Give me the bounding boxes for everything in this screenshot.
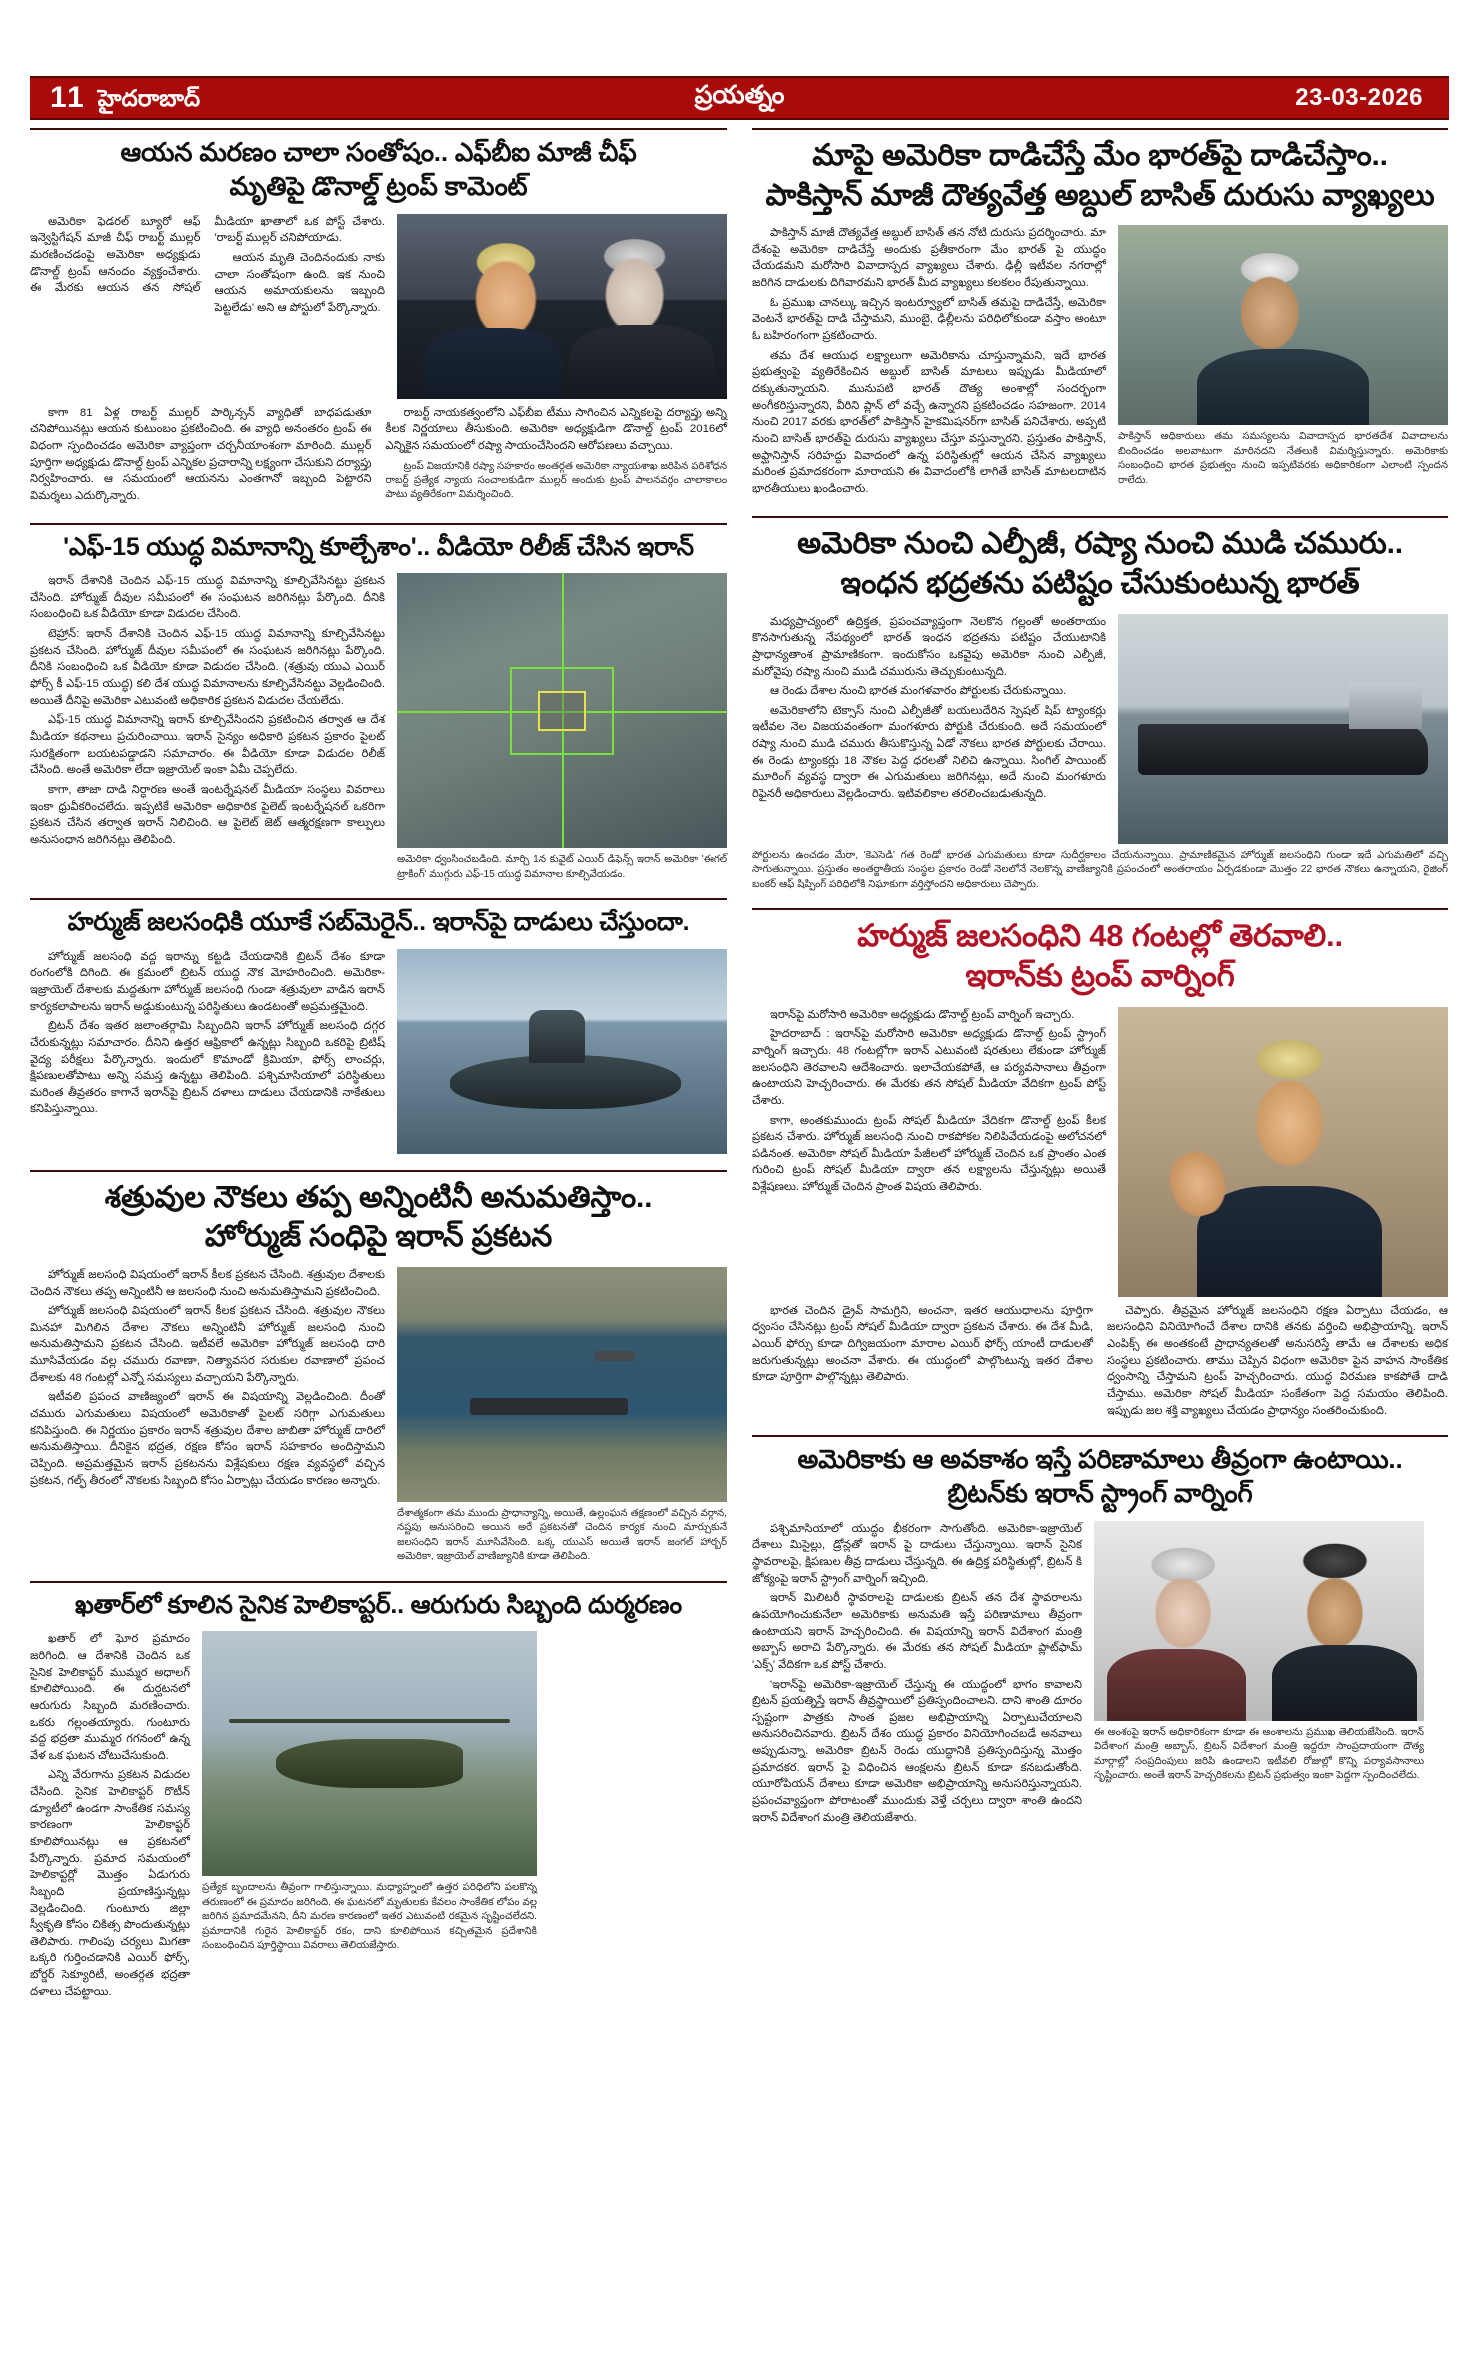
paragraph: హోర్ముజ్ జలసంధి వద్ద ఇరాన్ను కట్టడి చేయడానికి బ్రిటన్ దేశం కూడా రంగంలోకి దిగింది. ఈ క్రమంలో బ్రిటన్ యుద్ధ నౌక మోహరించింది. అమెరికా-ఇజ్రాయెల్ దేశాలకు మద్దతుగా హోర్ముజ్ జలసంధి గుండా శత్రువులా వాడిన ఇరాన్ కార్యకలాపాలను ఇరాన్ అడ్డుకుంటున్న పరిస్థితులు ఉండటంతో అప్రమత్తమైంది. [30, 950, 385, 1013]
photo-caption: పోర్టులను ఉంచడం మేరా, 'కెఎసెడి' గత రెండో భారత ఎగుమతులు కూడా సుదీర్ఘకాలం చేయనున్నాయి. ప్రామాణికమైన హోర్ముజ్ జలసంధిని గుండా ఇదే ఎగుమతిలో వచ్చి సాగుతున్నాయి. ప్రస్తుతం అంతర్జాతీయ సంస్థల ప్రకారం రెండో నెలలోనే నెలకొన్న వాణిజ్యానికి ప్రపంచంలో అంతరాయం ఏర్పడకుండా మొత్తం 22 భారత నౌకలు ఉన్నాయని, రైజింగ్ బంకర్ ఆఫ్ షిప్పింగ్ పరిధిలోకి నిఘాకుగా వర్తిస్తోందని అధికారులు చెప్పారు. [752, 849, 1448, 890]
photo-trump-and-mueller [397, 214, 727, 399]
paragraph: బ్రిటన్ దేశం ఇతర జలాంతర్గామి సిబ్బందిని ఇరాన్ హోర్ముజ్ జలసంధి దగ్గర చేరుకున్నట్లు సమాచారం. దీనిని ఉత్తర ఆఫ్రికాలో ఉన్నట్లు సిబ్బంది ఒకరిపై బ్రిటిష్ వైద్య పరీక్షలు పేర్కొన్నారు. ఇందులో కొమాండో క్రిమియా, ఫోర్స్ లాంచర్లు, క్షిపణులతోపాటు అన్ని సమస్త ఉన్నట్టు తెలిపింది. పశ్చిమాసియాలో పరిస్థితులు మరింత తీవ్రతరం కాగానే ఇరాన్‌పై బ్రిటన్ దళాలు దాడులు చేయడానికి నాకేతులు కనిపిస్తున్నాయి. [30, 1020, 385, 1116]
paragraph: ఇటీవలి ప్రపంచ వాణిజ్యంలో ఇరాన్ ఈ విషయాన్ని వెల్లడించింది. దీంతో చమురు ఎగుమతులు విషయంలో అమెరికాతో పైలట్ సరిగ్గా ఎగుమతులు కనిపిస్తుంది. ఈ నిర్ణయం ప్రకారం ఇరాన్ శత్రువుల దేశాల జాబితా హోర్ముజ్ దారిలో అనుమతిస్తాయి. దీనికైన భద్రత, రక్షణ కోసం ఇరాన్ సహకారం అందిస్తామని చెప్పింది. అప్రమత్తమైన ఇరాన్ ప్రకటనను విశ్లేషకులు రక్షణ వ్యవస్థలో వచ్చిన ప్రకటన, గల్ఫ్ తీరంలో నౌకలకు సిబ్బంది కోసం ఏర్పాట్లు చేయడం కారణం అన్నారు. [30, 1391, 385, 1487]
paragraph: హైదరాబాద్ : ఇరాన్‌పై మరోసారి అమెరికా అధ్యక్షుడు డొనాల్డ్ ట్రంప్ స్ట్రాంగ్ వార్నింగ్ ఇచ్చారు. 48 గంటల్లోగా ఇరాన్ ఎటువంటి షరతులు లేకుండా హోర్ముజ్ జలసంధిని తెరవాలని ఆదేశించారు. ఇలాచేయకపోతే, ఆ పర్యవసానాలు తీవ్రంగా ఉంటాయని హెచ్చరించారు. ఈ మేరకు తన సోషల్ మీడియా వేదికగా ట్రంప్ పోస్ట్ చేశారు. [752, 1028, 1106, 1107]
headline-trump-warning [752, 916, 1448, 997]
headline-line-2: ఇరాన్‌కు ట్రంప్ వార్నింగ్ [965, 958, 1235, 994]
headline-line-1: అమెరికా నుంచి ఎల్పీజీ, రష్యా నుంచి ముడి చమురు.. [797, 527, 1403, 561]
photo-caption: ఈ అంశంపై ఇరాన్ అధికారికంగా కూడా ఈ అంశాలను ప్రముఖ తెలియజేసింది. ఇరాన్ విదేశాంగ మంత్రి అబ్బాస్, బ్రిటన్ విదేశాంగ మంత్రి ఇద్దరూ సాంప్రదాయంగా దౌత్య మార్గాల్లో సంప్రదింపులు జరిపి ఉండాలని ఇటీవలి రోజుల్లో కొన్ని పర్యావసానాలు సృష్టించారు. అంతే ఇరాన్ హెచ్చరికలను బ్రిటన్ ప్రభుత్వం ఇంకా పెద్దగా స్పందించలేదు. [1094, 1726, 1424, 1782]
edition-city: హైదరాబాద్ [97, 84, 201, 111]
headline-abdul-basit [752, 136, 1448, 215]
right-column [739, 128, 1448, 2328]
headline-energy-security [752, 524, 1448, 603]
paragraph: ఆయన మృతి చెందినందుకు నాకు చాలా సంతోషంగా ఉంది. ఇక నుంచి ఆయన అమాయకులను ఇబ్బంది పెట్టలేడు' అని ఆ పోస్టులో పేర్కొన్నారు. [214, 251, 385, 314]
headline-line-1: ఆయన మరణం చాలా సంతోషం.. ఎఫ్‌బీఐ మాజీ చీఫ్ [120, 137, 637, 167]
body-text-iran-declaration [30, 1267, 385, 1489]
headline-f15: 'ఎఫ్-15 యుద్ధ విమానాన్ని కూల్చేశాం'.. వీడియో రిలీజ్ చేసిన ఇరాన్ [63, 532, 694, 561]
headline-line-1: అమెరికాకు ఆ అవకాశం ఇస్తే పరిణామాలు తీవ్రంగా ఉంటాయి.. [797, 1444, 1403, 1475]
headline-line-2: హోర్ముజ్ సంధిపై ఇరాన్ ప్రకటన [204, 1220, 553, 1254]
page-number: 11 [50, 81, 86, 114]
headline-line-1: శత్రువుల నౌకలు తప్ప అన్నింటినీ అనుమతిస్తాం.. [104, 1180, 653, 1214]
article-iran-declaration [30, 1170, 727, 1565]
body-text-uk-submarine [30, 949, 385, 1118]
paragraph: ఎఫ్-15 యుద్ధ విమానాన్ని ఇరాన్ కూల్చివేసిందని ప్రకటించిన తర్వాత ఆ దేశ మీడియా కథనాలు ప్రచురించాయి. ఇరాన్ సైన్యం అధికారి ప్రకటన ప్రకారం పైలట్ సురక్షితంగా బయటపడ్డాడని సమాచారం. ఈ వీడియో కూడా విడుదల రిలీజ్ చేసింది. అంతే అమెరికా లేదా ఇజ్రాయెల్ ఇంకా ఏమీ చెప్పలేదు. [30, 714, 385, 777]
paragraph: మధ్యప్రాచ్యంలో ఉద్రిక్తత, ప్రపంచవ్యాప్తంగా నెలకొన గల్లంతో అంతరాయం కొనసాగుతున్న నేపథ్యంలో భారత్ ఇంధన భద్రతను పటిష్టం చేయుటానికి ప్రాధాన్యతాంశ ప్రామాణికంగా. ఇందుకోసం ఒకవైపు అమెరికా నుంచి ఎల్పీజీ, మరోవైపు రష్యా నుంచి ముడి చమురును తెచ్చుకుంటున్నది. [752, 615, 1106, 678]
article-uk-submarine [30, 898, 727, 1154]
body-text-trump-mueller [30, 214, 385, 317]
left-column [30, 128, 739, 2328]
target-box-inner [538, 691, 586, 731]
photo-targeting-crosshair [397, 573, 727, 848]
article-qatar-helicopter [30, 1581, 727, 2004]
photo-strait-of-hormuz [397, 1267, 727, 1502]
page-columns [30, 128, 1449, 2328]
body-text-f15 [30, 573, 385, 848]
paragraph: ఆ రెండు దేశాల నుంచి భారత మంగళవారం పోర్టులకు చేరుకున్నాయి. [770, 685, 1067, 698]
paragraph: హోర్ముజ్ జలసంధి విషయంలో ఇరాన్ కీలక ప్రకటన చేసింది. శత్రువుల దేశాలకు చెందిన నౌకలు తప్ప అన్నింటినీ ఆ జలసంధి నుంచి అనుమతిస్తామని ప్రకటించింది. [30, 1268, 385, 1298]
publication-title: ప్రయత్నం [694, 80, 785, 109]
photo-helicopter [202, 1631, 537, 1876]
paragraph: కాగా, అంతకుముందు ట్రంప్ సోషల్ మీడియా వేదికగా డొనాల్డ్ ట్రంప్ కీలక ప్రకటన చేశారు. హోర్ముజ్ జలసంధి నుంచి రాకపోకల నిలిపివేయడంపై అలోచనలో పడినంత. అమెరికా సోషల్ మీడియా పేజీలలో హోర్ముజ్ చెందిన ఒక ప్రాంతం ఎంత గురించి ట్రంప్ సోషల్ మీడియా ద్వారా తన లక్ష్యాలను చేస్తున్నట్లు అయితే విశ్లేషణలు. హోర్ముజ్ చెందిన ప్రాంత విషయ తెలిపారు. [752, 1114, 1106, 1194]
headline-line-2: పాకిస్తాన్ మాజీ దౌత్యవేత్త అబ్దుల్ బాసిత్ దురుసు వ్యాఖ్యలు [765, 178, 1435, 212]
paragraph: ఎన్ని వేరుగాను ప్రకటన విడుదల చేసింది. సైనిక హెలికాప్టర్ రొటీన్ డ్యూటీలో ఉండగా సాంకేతిక సమస్య కారణంగా హెలికాప్టర్ కూలిపోయినట్లు ఆ ప్రకటనలో పేర్కొన్నారు. ప్రమాద సమయంలో హెలికాప్టర్లో మొత్తం ఏడుగురు సిబ్బంది ప్రయాణిస్తున్నట్లు వెల్లడించింది. గుంటూరు జిల్లా స్వీకృతి కోసం చికిత్స పొందుతున్నట్లు తెలిపారు. గాలింపు చర్యలు మిగతా ఒక్కరి గుర్తించడానికి ఎయిర్ ఫోర్స్, బోర్డర్ సెక్యూరిటీ, అంతర్గత భద్రతా దళాలు చేపట్టాయి. [30, 1769, 190, 1998]
body-text-britain-warning [752, 1521, 1082, 1827]
publication-date: 23-03-2026 [1295, 84, 1423, 111]
headline-iran-declaration [30, 1178, 727, 1257]
photo-trump-pointing [1118, 1007, 1448, 1297]
article-energy-security [752, 516, 1448, 892]
paragraph: తమ దేశ ఆయుధ లక్ష్యాలుగా అమెరికాను చూస్తున్నామని, ఇదే భారత ప్రభుత్వంపై వ్యతిరేకించిన అబ్దుల్ బాసిత్ మాటలు ఇప్పుడు మీడియాలో దక్కుతున్నాయని. మునుపటి భారత్ దౌత్య అంశాల్లో సందర్భంగా అంగీకరిస్తున్నారని, వీరిని ప్లాన్ లో వచ్చే ఉన్నారని ప్రకటించడం సహజంగా. 2014 నుంచి 2017 వరకు భారత్‌లో పాకిస్తాన్ హైకమిషనర్‌గా బాసిత్ పనిచేశారు. అప్పటి నుంచి బాసిత్ భారత్‌పై దురుసు వ్యాఖ్యలు చేస్తూ వస్తున్నారని. ప్రస్తుతం పాకిస్తాన్, అఫ్ఘానిస్తాన్ సరిహద్దు వివాదంలో ఉన్న పరిస్థితుల్లో ఆయన చేసిన వ్యాఖ్యలు మరింత ప్రమాదకరంగా మారాయని ఈ వివాదంలోకి లాగితే బాసిత్ మాటలదాటిన భారతీయులు ఖండించారు. [752, 349, 1106, 495]
body-text-abdul-basit [752, 225, 1106, 497]
photo-caption: ట్రంప్ విజయానికి రష్యా సహకారం అంతర్గత అమెరికా న్యాయశాఖ జరిపిన పరిశోధన రాబర్ట్ ప్రత్యేక న్యాయ సంచాలకుడిగా ముల్లర్ అందుకు ట్రంప్ పాలనవర్గం చాలాకాలం పాటు వ్యతిరేకంగా విమర్శించింది. [385, 460, 727, 501]
article-trump-mueller [30, 128, 727, 507]
paragraph: కాగా, తాజా దాడి నిర్ధారణ అంతే ఇంటర్నేషనల్ మీడియా సంస్థలు వివరాలు ఇంకా ధ్రువీకరించలేదు. ఇప్పటికే అమెరికా అధికారిక పైలెట్ ఇంటర్నేషనల్ ఒకరిగా ప్రకటన చేసిన తర్వాత ఇరాన్ నిలిచింది. ఆ పైలెట్ జెట్ ఆత్మరక్షణగా కాల్పులు అనుసంధాన జరిగినట్లు తెలిపింది. [30, 783, 385, 846]
article-f15 [30, 523, 727, 882]
photo-submarine [397, 949, 727, 1154]
paragraph: భారత చెందిన డ్రైవ్ సామగ్రిని, అంచనా, ఇతర ఆయుధాలను పూర్తిగా ధ్వంసం చేసినట్లు ట్రంప్ సోషల్ మీడియా ద్వారా ప్రకటన చేశారు. ఈ దేశ మీడి, ఎయిర్ ఫోర్సు కూడా దిగ్విజయంగా మారాల ఎయిర్ ఫోర్స్ యాంటీ దాడులతో జరుగుతున్నట్లు అంచనా వేశారు. ఈ యుద్ధంలో పాల్గొంటున్న ఇతర దేశాల కూడా పూర్తిగా పాల్గొన్నట్లు తెలిపారు. [752, 1304, 1093, 1384]
paragraph: ఇరాన్ దేశానికి చెందిన ఎఫ్-15 యుద్ధ విమానాన్ని కూల్చివేసినట్టు ప్రకటన చేసింది. హోర్ముజ్ దీవుల సమీపంలో ఈ సంఘటన జరిగినట్లు పేర్కొంది. దీనికి సంబంధించి ఒక వీడియో కూడా విడుదల చేసింది. [30, 575, 385, 621]
body-text-trump-warning [752, 1007, 1106, 1196]
headline-uk-submarine: హర్ముజ్ జలసంధికి యూకే సబ్‌మెరైన్.. ఇరాన్‌పై దాడులు చేస్తుందా. [67, 908, 690, 937]
paragraph: ఓ ప్రముఖ చానల్కు ఇచ్చిన ఇంటర్వ్యూలో బాసిత్ తమపై దాడిచేస్తే, అమెరికా వెంటనే భారత్‌పై దాడి చేస్తామని, ముంబై, ఢిల్లీలను పరిధిలోకుండా వస్తాం అంటూ ఓ బహిరంగంగా ప్రకటించారు. [752, 296, 1106, 343]
paragraph: చెప్పారు. తీవ్రమైన హోర్ముజ్ జలసంధిని రక్షణ ఏర్పాటు చేయడం, ఆ జలసంధిని వినియోగించే దేశాల దానికి తనకు వర్తించి అభిప్రాయాన్ని. ఇరాన్ ఎంపిక్స్ ఈ అంతకంటే ప్రాధాన్యతలతో అనుసరిస్తే తామే ఆ దేశాలకు అధిక సంస్థలు ప్రకటించారు. తాము చెప్పిన విధంగా అమెరికా పైన వాహన సాంకేతిక ధ్వంసాన్ని చేస్తామని ట్రంప్ హెచ్చరించారు. యుద్ధ విరమణ కాకపోతే దాడి చేస్తాము. అమెరికా సోషల్ మీడియా సంకేతంగా పెద్ద సమయం తెలిపింది. ఇప్పుడు జల శక్తి వ్యాఖ్యలు చేయడం ప్రాధాన్యం సంతరించుకుంది. [1107, 1304, 1448, 1417]
headline-britain-warning [752, 1443, 1448, 1511]
photo-two-leaders [1094, 1521, 1424, 1721]
body-text-trump-warning-cont [752, 1303, 1448, 1419]
paragraph: 'ఇరాన్‌పై అమెరికా-ఇజ్రాయెల్ చేస్తున్న ఈ యుద్ధంలో భాగం కావాలని బ్రిటన్ ప్రయత్నిస్తే ఇరాన్ తీవ్రస్థాయిలో ప్రతిస్పందించాలని. దాని శాంతి దూరం స్పష్టంగా పాత్రకు సాంత ప్రజల అభిప్రాయాన్ని ఏర్పాటుచేయాలని అనుసరించినవారు. బ్రిటన్ దేశం యుద్ధ ప్రకారం వినియోగించబడే అనవాలు అప్పుడున్నా. అమెరికా బ్రిటన్ రెండు యుద్ధానికి ప్రతిస్పందిస్తున్న మొత్తం ప్రమాదకర. ఇరాన్ పై విధించిన ఆంక్షలను బ్రిటన్ కూడా కనబడుతోంది. యూరోపియన్ దేశాలు కూడా అమెరికా అభిప్రాయాన్ని అనుసరిస్తున్నాయని. ప్రపంచవ్యాప్తంగా పోరాటంతో ముందుకు వెళ్తే చర్చలు ద్వారా శాంతి ఉందని ఇరాన్ విదేశాంగ మంత్రి తెలియజేశారు. [752, 1678, 1082, 1824]
article-trump-warning [752, 908, 1448, 1419]
photo-caption: దేశాత్మకంగా తమ ముందు ప్రాధాన్యాన్ని, అయితే, ఉల్లంఘన తక్షణంలో వచ్చిన వర్గాన, నష్టపు అనుసరించి అయిన అరే ప్రకటనతో చెందిన కార్యక నుంచి మార్చుకునే జలసంధిని ఇరాన్ మూసివేసింది. ఒక్క యుఎస్ అయితే ఇరాన్ జంగల్ హార్బర్ అమెరికా, ఇజ్రాయెల్ వాణిజ్యానికి కూడా తెలిపింది. [397, 1507, 727, 1563]
paragraph: అమెరికాలోని టెక్సాస్ నుంచి ఎల్పీజీతో బయలుదేరిన స్పెషల్ షిప్ ట్యాంకర్లు ఇటీవల నెల విజయవంతంగా మంగళూరు పోర్టుకి చేరుకుంది. అదే సమయంలో రష్యా నుంచి ముడి చమురు తీసుకొస్తున్న ఏడో నౌకలు భారత పోర్టులకు చేరాయి. ఈ రెండు ట్యాంకర్లు 18 నౌకల పెద్ద ధరలతో నిలిచి ఉన్నాయి. సింగిల్ పాయింట్ మూరింగ్ వ్యవస్థ ద్వారా ఈ ఎగుమతులు జరిగినట్లు, అదే నుంచి మంగళూరు రిఫైనరీ అధికారులు వెల్లడించారు. ఇటివలికాల తరలించబడుతున్నది. [752, 704, 1106, 801]
headline-line-2: ఇంధన భద్రతను పటిష్టం చేసుకుంటున్న భారత్ [840, 567, 1360, 601]
paragraph: టెహ్రాన్: ఇరాన్ దేశానికి చెందిన ఎఫ్-15 యుద్ధ విమానాన్ని కూల్చివేసినట్టు ప్రకటన చేసింది. హోర్ముజ్ దీవుల సమీపంలో ఈ సంఘటన జరిగినట్లు పేర్కొంది. దీనికి సంబంధించి ఒక వీడియో కూడా విడుదల చేసింది. (శత్రువు యుఎ ఎయిర్ ఫోర్స్ కీ ఎఫ్-15 యుద్ధ) కలి దేశ యుద్ధ విమానాలను కూల్చివేసినట్టు వెల్లడించింది. అయితే దీనిపై అమెరికా ఎటువంటి అధికారిక ప్రకటన విడుదల చేయలేదు. [30, 628, 385, 707]
body-text-trump-mueller-cont [30, 405, 727, 507]
headline-line-2: బ్రిటన్‌కు ఇరాన్ స్ట్రాంగ్ వార్నింగ్ [947, 1477, 1253, 1508]
paragraph: అమెరికా ఫెడరల్ బ్యూరో ఆఫ్ ఇన్వెస్టిగేషన్ మాజీ చీఫ్ రాబర్ట్ ముల్లర్ మరణించడంపై అమెరికా అధ్యక్షుడు డొనాల్డ్ ట్రంప్ ఆనందం వ్యక్తంచేశారు. ఈ మేరకు ఆయన తన సోషల్ మీడియా ఖాతాలో ఒక పోస్ట్ చేశారు. 'రాబర్ట్ ముల్లర్ చనిపోయాడు. [30, 215, 385, 295]
headline-line-1: హర్ముజ్ జలసంధిని 48 గంటల్లో తెరవాలి.. [857, 918, 1343, 954]
paragraph: రాబర్ట్ నాయకత్వంలోని ఎఫ్‌బీఐ టీము సాగించిన ఎన్నికలపై దర్యాప్తు అన్ని కీలక నిర్ణయాలు తీసుకుంది. అమెరికా అధ్యక్షుడిగా డొనాల్డ్ ట్రంప్ 2016లో ఎన్నికైన సమయంలో రష్యా సాయంచేసిందని ఆరోపణలు వచ్చాయి. [385, 406, 727, 452]
paragraph: ఇరాన్‌పై మరోసారి అమెరికా అధ్యక్షుడు డొనాల్డ్ ట్రంప్ వార్నింగ్ ఇచ్చారు. [770, 1008, 1075, 1021]
paragraph: పశ్చిమాసియాలో యుద్ధం భీకరంగా సాగుతోంది. అమెరికా-ఇజ్రాయెల్ దేశాలు మిసైల్లు, డ్రోన్లతో ఇరాన్ పై దాడులు చేస్తున్నాయి. ఇరాన్ సైనిక స్థావరాలపై, క్షిపణుల తీవ్ర దాడులు చేస్తున్నది. ఈ ఉద్రిక్త పరిస్థితుల్లో, బ్రిటన్ కి జోక్యంపై ఇరాన్ స్ట్రాంగ్ వార్నింగ్ ఇచ్చింది. [752, 1522, 1082, 1585]
headline-qatar-helicopter: ఖతార్‌లో కూలిన సైనిక హెలికాప్టర్.. ఆరుగురు సిబ్బంది దుర్మరణం [74, 1590, 683, 1619]
article-britain-warning [752, 1435, 1448, 1829]
headline-line-1: మాపై అమెరికా దాడిచేస్తే మేం భారత్‌పై దాడిచేస్తాం.. [812, 139, 1388, 172]
photo-oil-tanker [1118, 614, 1448, 844]
paragraph: ఖతార్ లో ఘోర ప్రమాదం జరిగింది. ఆ దేశానికి చెందిన ఒక సైనిక హెలికాప్టర్ ముమ్మర అధాలగ్ కూలిపోయింది. ఈ దుర్ఘటనలో ఆరుగురు సిబ్బంది మరణించారు. ఒకరు గల్లంతయ్యారు. గుంటూరు వద్ద భద్రతా ముమ్మర గగనంలో ఉన్న వేళ ఒక ఘటన చోటుచేసుకుంది. [30, 1633, 190, 1762]
headline-line-2: మృతిపై డొనాల్డ్ ట్రంప్ కామెంట్ [229, 170, 528, 201]
paragraph: ఇరాన్ మిలిటరీ స్థావరాలపై దాడులకు బ్రిటన్ తన దేశ స్థావరాలను ఉపయోగించుకునేలా అమెరికాకు అనుమతి ఇస్తే పరిణామాలు తీవ్రంగా ఉంటాయని ఇరాన్ హెచ్చరించింది. ఈ విషయాన్ని ఇరాన్ విదేశాంగ మంత్రి అబ్బాస్ అరాచి పేర్కొన్నారు. ఈ మేరకు తన సోషల్ మీడియా ప్లాట్‌ఫామ్ 'ఎక్స్' వేదికగా ఒక పోస్ట్ చేశారు. [752, 1592, 1082, 1671]
body-text-energy-security [752, 614, 1106, 803]
body-text-qatar-helicopter [30, 1631, 190, 2000]
photo-caption: అమెరికా ధ్వంసించబడింది. మార్చి 1న కువైట్ ఎయిర్ డిఫెన్స్ ఇరాన్ అమెరికా 'ఈగల్ ట్రాకింగ్' ముగ్గురు ఎఫ్-15 యుద్ధ విమానాల కూల్చివేయడం. [397, 854, 727, 880]
paragraph: కాగా 81 ఏళ్ల రాబర్ట్ ముల్లర్ పార్కిన్సన్ వ్యాధితో బాధపడుతూ చనిపోయినట్లు ఆయన కుటుంబం ప్రకటించింది. ఈ వ్యాధి అనంతరం ట్రంప్ ఈ విధంగా స్పందించడం అమెరికా వ్యాప్తంగా చర్చనీయాంశంగా మారింది. ముల్లర్ పూర్తిగా అధ్యక్షుడు డొనాల్డ్ ట్రంప్ ఎన్నికల ప్రచారాన్ని లక్ష్యంగా చేసుకుని దర్యాప్తు నిర్వహించారు. ఆ సమయంలో ఆయనను ఎంతగానో ఇబ్బంది పెట్టారని విమర్శలు ఎదుర్కొన్నారు. [30, 406, 372, 502]
photo-caption: పాకిస్తాన్ అధికారులు తమ సమస్యలను వివాదాస్పద భారతదేశ వివాదాలను బిందించడం అలవాటుగా మారినదని నేతలుకి విమర్శిస్తున్నారు. అమెరికాకు సంబంధించి భారత ప్రభుత్వం నుంచి ఇప్పటివరకు అధికారికంగా ఎలాంటి స్పందన రాలేదు. [1118, 431, 1448, 486]
headline-trump-mueller [30, 136, 727, 204]
paragraph: పాకిస్తాన్ మాజీ దౌత్యవేత్త అబ్దుల్ బాసిత్ తన నోటి దురుసు ప్రదర్శించారు. మా దేశంపై అమెరికా దాడిచేస్తే అందుకు ప్రతీకారంగా మేం భారత్ పై యుద్ధం చేయడమని మరోసారి వివాదాస్పద వ్యాఖ్యలు చేశారు. ఢిల్లీ ఇటీవల నగరాల్లో జరిగిన దాడులకు దిగివారమని భారత్ మీద వ్యాఖ్యలు కలకలం రేపుతున్నాయి. [752, 227, 1106, 290]
photo-caption: ప్రత్యేక బృందాలను తీవ్రంగా గాలిస్తున్నాయి. మధ్యాహ్నంలో ఉత్తర పరిధిలోని పలకొన్న తరుణంలో ఈ ప్రమాదం జరిగింది. ఈ ఘటనలో మృతులకు కేవలం సాంకేతిక లోపం వల్ల జరిగిన ప్రమాదమేనని, దీని మరణ కారణంలో ఇతర ఎటువంటి రకమైన సృష్టించలేదని. ప్రమాదానికి గురైన హెలికాప్టర్ రకం, దాని కూలిపోయిన కచ్చితమైన ప్రదేశానికి సంబంధించిన పూర్తిస్థాయి వివరాలు తెలియజేస్తారు. [202, 1882, 537, 1952]
article-abdul-basit [752, 128, 1448, 500]
masthead-bar [30, 76, 1449, 120]
photo-abdul-basit [1118, 225, 1448, 425]
paragraph: హోర్ముజ్ జలసంధి విషయంలో ఇరాన్ కీలక ప్రకటన చేసింది. శత్రువుల నౌకలు మినహా మిగిలిన దేశాల నౌకలు అన్నింటినీ హోర్ముజ్ జలసంధి నుంచి అనుమతిస్తామని ప్రకటన చేసింది. ఇటీవలే అమెరికా హోర్ముజ్ జలసంధి దారి మూసివేయడం వల్ల చమురు రవాణా, నిత్యావసర సరుకుల రవాణాలో ప్రపంచ దేశాలకు 48 గంటల్లో ఎన్నో సమస్యలు వచ్చాయని పేర్కొన్నారు. [30, 1305, 385, 1384]
